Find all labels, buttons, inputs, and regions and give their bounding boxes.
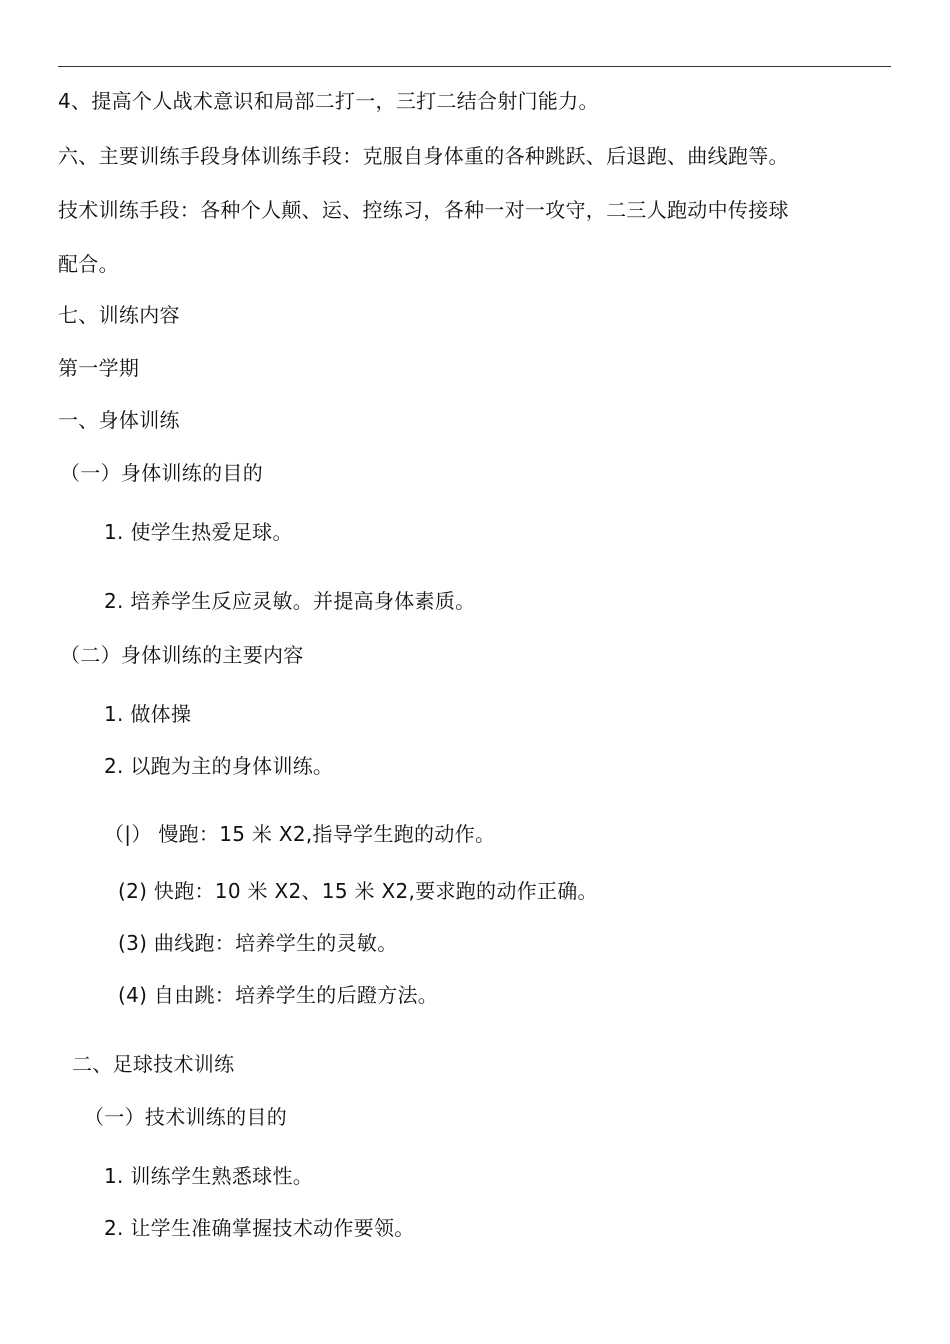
section-6-line-2: 技术训练手段：各种个人颠、运、控练习，各种一对一攻守，二三人跑动中传接球 [58,198,789,222]
technical-purpose-item [104,1214,415,1242]
section-6-line-1: 六、主要训练手段身体训练手段：克服自身体重的各种跳跃、后退跑、曲线跑等。 [58,144,789,168]
item-text: 使学生热爱足球。 [130,520,293,544]
physical-purpose-item [104,518,293,546]
header-rule [58,66,891,67]
physical-training-heading: 一、身体训练 [58,408,180,432]
item-number: 1. [104,702,124,726]
semester-heading: 第一学期 [58,356,140,380]
run-item [104,820,495,848]
technical-purpose-heading: （一）技术训练的目的 [84,1105,287,1129]
item-text: 做体操 [130,702,192,726]
item-number: (2) [118,879,148,903]
physical-content-heading: （二）身体训练的主要内容 [60,643,304,667]
item-number: (4) [118,983,148,1007]
item-text: 快跑：10 米 X2、15 米 X2,要求跑的动作正确。 [153,879,598,903]
item-text: 自由跳：培养学生的后蹬方法。 [153,983,439,1007]
item-text: 培养学生反应灵敏。并提高身体素质。 [130,589,476,613]
section-7-heading: 七、训练内容 [58,303,180,327]
technical-training-heading: 二、足球技术训练 [72,1052,235,1076]
run-item [118,981,438,1009]
run-item [118,877,598,905]
physical-content-item [104,700,191,728]
section-6-line-3: 配合。 [58,252,119,276]
physical-purpose-heading: （一）身体训练的目的 [60,461,263,485]
item-number: 2. [104,754,124,778]
item-text: 慢跑：15 米 X2,指导学生跑的动作。 [158,822,496,846]
technical-purpose-item [104,1162,313,1190]
physical-purpose-item [104,587,475,615]
item-text: 让学生准确掌握技术动作要领。 [130,1216,415,1240]
item-number: （|） [104,822,152,846]
item-number: 2. [104,1216,124,1240]
physical-content-item [104,752,333,780]
objective-4: 4、提高个人战术意识和局部二打一，三打二结合射门能力。 [58,89,599,113]
item-number: 2. [104,589,124,613]
item-text: 曲线跑：培养学生的灵敏。 [153,931,398,955]
item-text: 以跑为主的身体训练。 [130,754,334,778]
item-number: 1. [104,520,124,544]
item-text: 训练学生熟悉球性。 [130,1164,314,1188]
item-number: 1. [104,1164,124,1188]
item-number: (3) [118,931,148,955]
run-item [118,929,398,957]
